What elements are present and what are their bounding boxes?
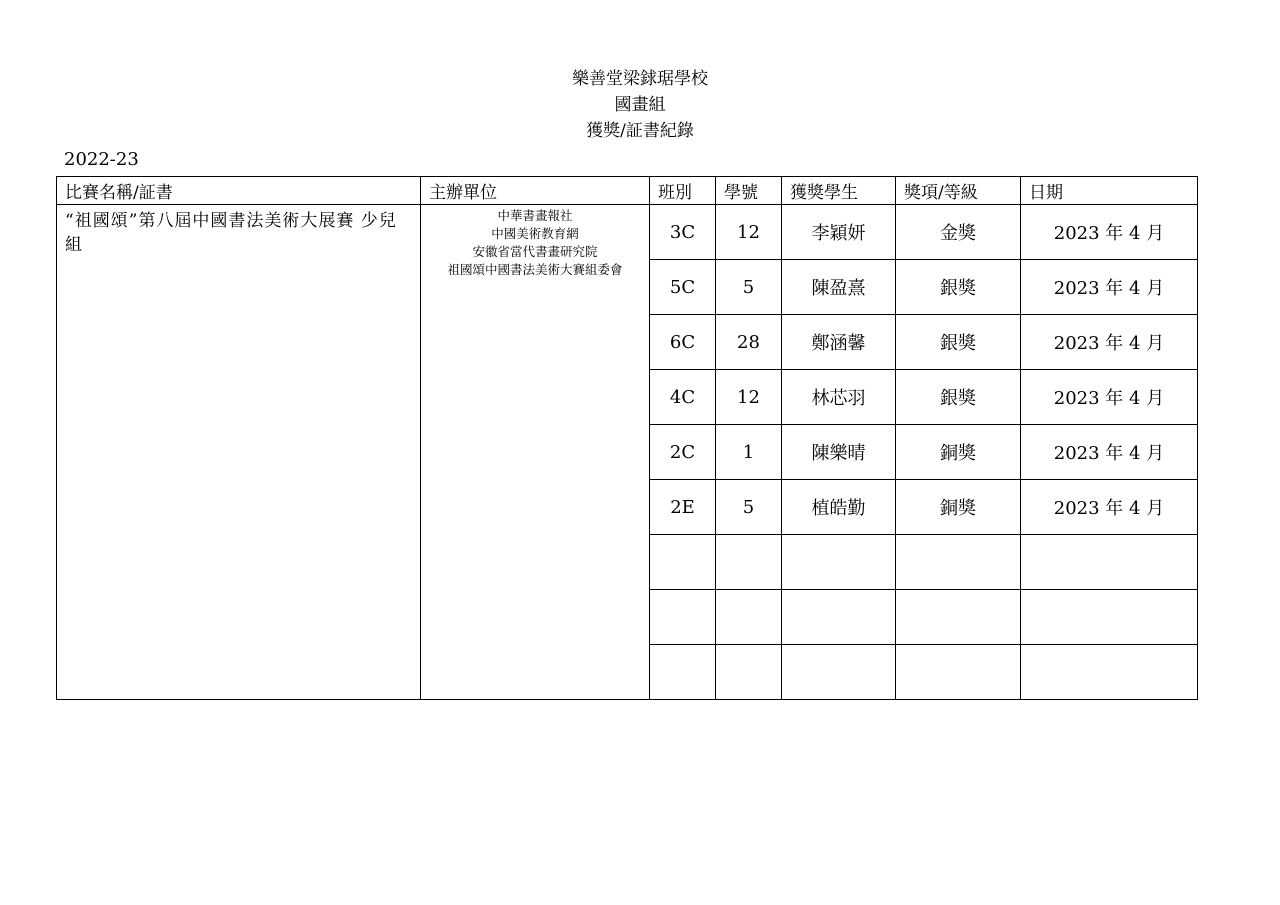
column-header: 獎項/等級 (896, 177, 1021, 205)
school-name: 樂善堂梁銶琚學校 (572, 69, 708, 89)
class-cell: 4C (650, 370, 716, 425)
organizers-cell (421, 205, 650, 700)
student-number-cell: 1 (716, 425, 782, 480)
date-cell: 2023 年 4 月 (1021, 260, 1198, 315)
record-title: 獲獎/証書紀錄 (586, 121, 694, 141)
class-cell (650, 535, 716, 590)
class-cell (650, 645, 716, 700)
class-cell: 3C (650, 205, 716, 260)
column-header: 學號 (716, 177, 782, 205)
column-header: 獲獎學生 (782, 177, 896, 205)
date-cell (1021, 590, 1198, 645)
organizer-name: 祖國頌中國書法美術大賽組委會 (447, 262, 623, 277)
document-header (0, 66, 1280, 144)
class-cell: 2E (650, 480, 716, 535)
student-number-cell (716, 535, 782, 590)
award-cell: 銅獎 (896, 425, 1021, 480)
award-cell: 銀獎 (896, 370, 1021, 425)
column-header: 班別 (650, 177, 716, 205)
date-cell: 2023 年 4 月 (1021, 315, 1198, 370)
column-header: 主辦單位 (421, 177, 650, 205)
class-cell: 2C (650, 425, 716, 480)
organizer-name: 中華書畫報社 (497, 208, 573, 223)
award-cell: 銀獎 (896, 315, 1021, 370)
student-name-cell: 林芯羽 (782, 370, 896, 425)
table-row (57, 205, 1198, 260)
class-cell (650, 590, 716, 645)
column-header: 比賽名稱/証書 (57, 177, 421, 205)
award-cell (896, 535, 1021, 590)
award-record-table (56, 176, 1198, 700)
award-cell: 銅獎 (896, 480, 1021, 535)
table-header-row (57, 177, 1198, 205)
student-name-cell: 鄭涵馨 (782, 315, 896, 370)
student-number-cell: 5 (716, 480, 782, 535)
student-name-cell: 植皓勤 (782, 480, 896, 535)
student-name-cell: 陳盈熹 (782, 260, 896, 315)
student-name-cell (782, 535, 896, 590)
student-name-cell: 李穎妍 (782, 205, 896, 260)
student-number-cell: 28 (716, 315, 782, 370)
date-cell: 2023 年 4 月 (1021, 205, 1198, 260)
date-cell: 2023 年 4 月 (1021, 425, 1198, 480)
school-year: 2022-23 (64, 149, 139, 170)
class-cell: 5C (650, 260, 716, 315)
student-number-cell: 5 (716, 260, 782, 315)
group-name: 國畫組 (614, 95, 666, 115)
date-cell (1021, 645, 1198, 700)
student-number-cell (716, 590, 782, 645)
award-cell: 銀獎 (896, 260, 1021, 315)
student-name-cell: 陳樂晴 (782, 425, 896, 480)
date-cell (1021, 535, 1198, 590)
student-number-cell (716, 645, 782, 700)
date-cell: 2023 年 4 月 (1021, 370, 1198, 425)
student-number-cell: 12 (716, 370, 782, 425)
student-number-cell: 12 (716, 205, 782, 260)
column-header: 日期 (1021, 177, 1198, 205)
award-cell (896, 590, 1021, 645)
student-name-cell (782, 590, 896, 645)
date-cell: 2023 年 4 月 (1021, 480, 1198, 535)
student-name-cell (782, 645, 896, 700)
award-cell: 金獎 (896, 205, 1021, 260)
class-cell: 6C (650, 315, 716, 370)
award-cell (896, 645, 1021, 700)
competition-name: “祖國頌”第八屆中國書法美術大展賽 少兒組 (57, 205, 421, 700)
organizer-name: 中國美術教育網 (491, 226, 579, 241)
organizer-name: 安徽省當代書畫研究院 (472, 244, 598, 259)
